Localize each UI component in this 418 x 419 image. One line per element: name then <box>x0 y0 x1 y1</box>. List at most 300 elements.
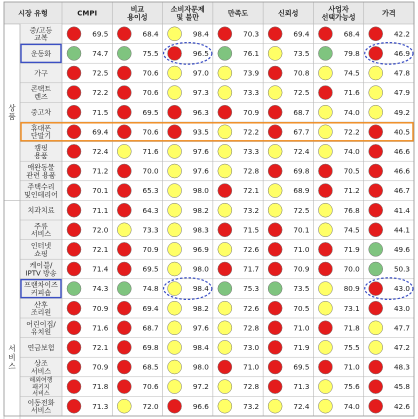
value-r12-c4: 70.9 <box>293 264 310 274</box>
indicator-dot-r18-c1 <box>117 380 131 394</box>
indicator-dot-r10-c6 <box>369 223 383 237</box>
value-r10-c4: 70.1 <box>293 225 310 235</box>
indicator-dot-r4-c6 <box>369 105 383 119</box>
value-r6-c2: 97.6 <box>192 147 209 156</box>
market-label-9: 치과치료 <box>27 206 55 215</box>
value-r14-c1: 69.4 <box>142 303 159 313</box>
indicator-dot-r13-c3 <box>218 282 232 296</box>
indicator-dot-r4-c1 <box>117 105 131 119</box>
indicator-dot-r12-c1 <box>117 262 131 276</box>
indicator-dot-r2-c5 <box>318 66 332 80</box>
indicator-dot-r2-c4 <box>268 66 282 80</box>
indicator-dot-r10-c5 <box>318 223 332 237</box>
indicator-dot-r0-c5 <box>318 27 332 41</box>
value-r9-c3: 73.2 <box>243 205 260 215</box>
value-r5-c6: 40.5 <box>393 127 410 137</box>
value-r8-c5: 71.2 <box>343 186 360 196</box>
indicator-dot-r4-c0 <box>67 105 81 119</box>
indicator-dot-r14-c4 <box>268 301 282 315</box>
value-r7-c6: 46.6 <box>393 166 410 176</box>
indicator-dot-r2-c3 <box>218 66 232 80</box>
value-r1-c0: 74.7 <box>92 49 109 58</box>
indicator-dot-r8-c3 <box>218 184 232 198</box>
value-r15-c6: 47.7 <box>393 323 410 333</box>
header-market-type: 시장 유형 <box>18 9 48 18</box>
indicator-dot-r6-c1 <box>117 144 131 158</box>
indicator-dot-r1-c3 <box>218 46 232 60</box>
value-r4-c0: 71.5 <box>92 107 109 117</box>
value-r14-c2: 98.2 <box>192 303 209 313</box>
value-r6-c3: 73.3 <box>243 147 260 156</box>
value-r18-c1: 70.6 <box>142 382 159 392</box>
indicator-dot-r12-c6 <box>369 262 383 276</box>
value-r15-c4: 71.0 <box>293 323 310 333</box>
indicator-dot-r14-c3 <box>218 301 232 315</box>
value-r18-c3: 72.8 <box>243 382 260 392</box>
header-6: 사업자 선택가능성 <box>321 5 356 22</box>
indicator-dot-r0-c4 <box>268 27 282 41</box>
indicator-dot-r14-c6 <box>369 301 383 315</box>
indicator-dot-r4-c4 <box>268 105 282 119</box>
value-r11-c6: 49.6 <box>393 245 410 254</box>
indicator-dot-r4-c5 <box>318 105 332 119</box>
indicator-dot-r9-c2 <box>168 203 182 217</box>
indicator-dot-r9-c5 <box>318 203 332 217</box>
value-r11-c5: 71.9 <box>343 245 360 254</box>
value-r2-c3: 73.9 <box>243 68 260 78</box>
indicator-dot-r18-c0 <box>67 380 81 394</box>
indicator-dot-r6-c6 <box>369 144 383 158</box>
group-label-0: 상 품 <box>8 103 16 122</box>
indicator-dot-r12-c3 <box>218 262 232 276</box>
value-r5-c2: 93.5 <box>192 127 209 137</box>
indicator-dot-r4-c2 <box>168 105 182 119</box>
value-r1-c4: 73.5 <box>293 49 310 58</box>
indicator-dot-r3-c6 <box>369 86 383 100</box>
value-r18-c4: 71.3 <box>293 382 310 392</box>
indicator-dot-r12-c5 <box>318 262 332 276</box>
value-r10-c6: 44.1 <box>393 225 410 235</box>
value-r2-c5: 74.5 <box>343 68 360 78</box>
value-r19-c4: 72.4 <box>293 401 310 411</box>
indicator-dot-r2-c1 <box>117 66 131 80</box>
indicator-dot-r8-c2 <box>168 184 182 198</box>
value-r5-c5: 72.2 <box>343 127 360 137</box>
value-r16-c6: 47.2 <box>393 343 410 352</box>
value-r2-c4: 70.8 <box>293 68 310 78</box>
value-r19-c1: 72.0 <box>142 401 159 411</box>
indicator-dot-r9-c1 <box>117 203 131 217</box>
value-r14-c3: 72.6 <box>243 303 260 313</box>
value-r16-c4: 71.9 <box>293 343 310 352</box>
value-r16-c1: 69.8 <box>142 343 159 352</box>
value-r7-c3: 72.8 <box>243 166 260 176</box>
indicator-dot-r16-c5 <box>318 340 332 354</box>
value-r11-c2: 96.9 <box>192 245 209 254</box>
indicator-dot-r3-c3 <box>218 86 232 100</box>
value-r1-c6: 46.9 <box>393 49 410 58</box>
value-r13-c3: 75.3 <box>243 284 260 294</box>
indicator-dot-r11-c2 <box>168 242 182 256</box>
value-r4-c5: 74.0 <box>343 107 360 117</box>
indicator-dot-r14-c0 <box>67 301 81 315</box>
value-r13-c0: 74.3 <box>92 284 109 294</box>
market-label-4: 중고차 <box>30 108 52 117</box>
value-r0-c2: 98.4 <box>192 29 209 39</box>
indicator-dot-r13-c6 <box>369 282 383 296</box>
value-r5-c0: 69.4 <box>92 127 109 137</box>
indicator-dot-r6-c2 <box>168 144 182 158</box>
indicator-dot-r6-c5 <box>318 144 332 158</box>
value-r9-c0: 71.1 <box>92 205 109 215</box>
value-r3-c0: 72.2 <box>92 88 109 98</box>
indicator-dot-r18-c3 <box>218 380 232 394</box>
indicator-dot-r5-c3 <box>218 125 232 139</box>
value-r9-c1: 64.3 <box>142 205 159 215</box>
indicator-dot-r2-c0 <box>67 66 81 80</box>
indicator-dot-r18-c6 <box>369 380 383 394</box>
value-r9-c4: 72.5 <box>293 205 310 215</box>
value-r12-c1: 69.5 <box>142 264 159 274</box>
value-r6-c4: 72.4 <box>293 147 310 156</box>
value-r1-c2: 96.5 <box>192 49 209 58</box>
value-r3-c3: 73.3 <box>243 88 260 98</box>
indicator-dot-r15-c2 <box>168 321 182 335</box>
indicator-dot-r5-c5 <box>318 125 332 139</box>
value-r8-c0: 70.1 <box>92 186 109 196</box>
value-r2-c1: 70.6 <box>142 68 159 78</box>
indicator-dot-r0-c0 <box>67 27 81 41</box>
indicator-dot-r0-c1 <box>117 27 131 41</box>
header-5: 신뢰성 <box>278 9 299 18</box>
indicator-dot-r7-c3 <box>218 164 232 178</box>
value-r12-c5: 70.0 <box>343 264 360 274</box>
indicator-dot-r18-c5 <box>318 380 332 394</box>
indicator-dot-r18-c4 <box>268 380 282 394</box>
indicator-dot-r3-c2 <box>168 86 182 100</box>
value-r13-c5: 80.9 <box>343 284 360 294</box>
value-r14-c5: 73.1 <box>343 303 360 313</box>
value-r10-c2: 98.3 <box>192 225 209 235</box>
market-label-6: 캠핑 용품 <box>34 144 48 160</box>
value-r11-c3: 72.6 <box>243 245 260 254</box>
indicator-dot-r1-c4 <box>268 46 282 60</box>
market-label-2: 가구 <box>34 69 48 78</box>
value-r0-c4: 69.4 <box>293 29 310 39</box>
indicator-dot-r17-c4 <box>268 360 282 374</box>
value-r2-c6: 47.8 <box>393 68 410 78</box>
value-r17-c0: 70.9 <box>92 362 109 372</box>
indicator-dot-r8-c4 <box>268 184 282 198</box>
indicator-dot-r19-c4 <box>268 399 282 413</box>
value-r0-c6: 42.2 <box>393 29 410 39</box>
value-r18-c5: 75.6 <box>343 382 360 392</box>
indicator-dot-r2-c2 <box>168 66 182 80</box>
indicator-dot-r16-c3 <box>218 340 232 354</box>
indicator-dot-r17-c1 <box>117 360 131 374</box>
value-r16-c2: 98.4 <box>192 343 209 352</box>
value-r4-c6: 49.2 <box>393 107 410 117</box>
value-r0-c5: 68.4 <box>343 29 360 39</box>
value-r12-c0: 71.4 <box>92 264 109 274</box>
indicator-dot-r6-c0 <box>67 144 81 158</box>
value-r15-c0: 71.6 <box>92 323 109 333</box>
value-r19-c6: 42.6 <box>393 401 410 411</box>
value-r14-c6: 43.0 <box>393 303 410 313</box>
indicator-dot-r13-c2 <box>168 282 182 296</box>
value-r15-c5: 71.8 <box>343 323 360 333</box>
value-r6-c1: 71.6 <box>142 147 159 156</box>
indicator-dot-r15-c1 <box>117 321 131 335</box>
indicator-dot-r5-c6 <box>369 125 383 139</box>
value-r2-c2: 97.0 <box>192 68 209 78</box>
value-r4-c3: 70.9 <box>243 107 260 117</box>
market-label-12: 케이블/ IPTV 방송 <box>25 261 57 278</box>
value-r18-c2: 97.2 <box>192 382 209 392</box>
value-r10-c5: 74.5 <box>343 225 360 235</box>
indicator-dot-r6-c4 <box>268 144 282 158</box>
indicator-dot-r13-c4 <box>268 282 282 296</box>
indicator-dot-r15-c0 <box>67 321 81 335</box>
indicator-dot-r10-c3 <box>218 223 232 237</box>
indicator-dot-r15-c5 <box>318 321 332 335</box>
indicator-dot-r10-c0 <box>67 223 81 237</box>
market-label-17: 상조 서비스 <box>30 359 52 376</box>
indicator-dot-r7-c1 <box>117 164 131 178</box>
value-r8-c3: 72.1 <box>243 186 260 196</box>
indicator-dot-r8-c1 <box>117 184 131 198</box>
indicator-dot-r11-c3 <box>218 242 232 256</box>
value-r12-c2: 98.0 <box>192 264 209 274</box>
indicator-dot-r17-c0 <box>67 360 81 374</box>
header-4: 만족도 <box>227 9 249 18</box>
market-label-16: 연금보험 <box>27 343 55 352</box>
indicator-dot-r0-c6 <box>369 27 383 41</box>
value-r7-c4: 69.8 <box>293 166 310 176</box>
header-2: 비교 용이성 <box>127 5 148 22</box>
value-r6-c5: 74.0 <box>343 147 360 156</box>
indicator-dot-r3-c5 <box>318 86 332 100</box>
value-r12-c6: 50.3 <box>393 264 410 274</box>
indicator-dot-r15-c4 <box>268 321 282 335</box>
indicator-dot-r9-c3 <box>218 203 232 217</box>
value-r0-c3: 70.3 <box>243 29 260 39</box>
indicator-dot-r10-c4 <box>268 223 282 237</box>
value-r13-c1: 74.8 <box>142 284 159 294</box>
indicator-dot-r15-c3 <box>218 321 232 335</box>
indicator-dot-r19-c2 <box>168 399 182 413</box>
indicator-dot-r13-c5 <box>318 282 332 296</box>
indicator-dot-r18-c2 <box>168 380 182 394</box>
market-label-19: 이동전화 서비스 <box>27 398 55 415</box>
value-r3-c4: 72.5 <box>293 88 310 98</box>
indicator-dot-r14-c1 <box>117 301 131 315</box>
value-r1-c5: 79.8 <box>343 49 360 58</box>
value-r19-c5: 74.0 <box>343 401 360 411</box>
indicator-dot-r14-c5 <box>318 301 332 315</box>
indicator-dot-r13-c1 <box>117 282 131 296</box>
indicator-dot-r19-c3 <box>218 399 232 413</box>
market-label-3: 콘택트 렌즈 <box>30 85 52 102</box>
indicator-dot-r16-c0 <box>67 340 81 354</box>
value-r6-c0: 72.4 <box>92 147 109 156</box>
indicator-dot-r14-c2 <box>168 301 182 315</box>
indicator-dot-r8-c6 <box>369 184 383 198</box>
indicator-dot-r19-c5 <box>318 399 332 413</box>
value-r15-c3: 72.8 <box>243 323 260 333</box>
indicator-dot-r10-c2 <box>168 223 182 237</box>
indicator-dot-r17-c6 <box>369 360 383 374</box>
indicator-dot-r11-c0 <box>67 242 81 256</box>
indicator-dot-r1-c1 <box>117 46 131 60</box>
value-r17-c1: 68.5 <box>142 362 159 372</box>
value-r11-c4: 71.0 <box>293 245 310 254</box>
value-r7-c0: 71.2 <box>92 166 109 176</box>
value-r5-c1: 70.6 <box>142 127 159 137</box>
indicator-dot-r1-c0 <box>67 46 81 60</box>
value-r6-c6: 46.6 <box>393 147 410 156</box>
value-r8-c4: 68.9 <box>293 186 310 196</box>
indicator-dot-r6-c3 <box>218 144 232 158</box>
market-label-13: 프랜차이즈 커피숍 <box>24 281 58 298</box>
value-r16-c3: 73.0 <box>243 343 260 352</box>
value-r5-c3: 72.2 <box>243 127 260 137</box>
value-r17-c6: 48.3 <box>393 362 410 372</box>
indicator-dot-r7-c4 <box>268 164 282 178</box>
indicator-dot-r1-c2 <box>168 46 182 60</box>
indicator-dot-r9-c4 <box>268 203 282 217</box>
indicator-dot-r11-c1 <box>117 242 131 256</box>
value-r13-c2: 98.4 <box>192 284 209 294</box>
indicator-dot-r8-c0 <box>67 184 81 198</box>
indicator-dot-r9-c0 <box>67 203 81 217</box>
indicator-dot-r17-c2 <box>168 360 182 374</box>
indicator-dot-r3-c1 <box>117 86 131 100</box>
value-r13-c4: 73.5 <box>293 284 310 294</box>
value-r19-c3: 73.2 <box>243 401 260 411</box>
indicator-dot-r5-c4 <box>268 125 282 139</box>
value-r5-c4: 67.7 <box>293 127 310 137</box>
indicator-dot-r17-c5 <box>318 360 332 374</box>
indicator-dot-r7-c5 <box>318 164 332 178</box>
header-1: CMPI <box>77 9 98 18</box>
value-r11-c1: 70.9 <box>142 245 159 254</box>
value-r1-c1: 75.5 <box>142 49 159 58</box>
indicator-dot-r5-c2 <box>168 125 182 139</box>
header-3: 소비자문제 및 불만 <box>170 5 205 22</box>
value-r17-c4: 69.5 <box>293 362 310 372</box>
indicator-dot-r12-c4 <box>268 262 282 276</box>
value-r17-c2: 98.0 <box>192 362 209 372</box>
group-label-1: 서 비 스 <box>8 344 16 371</box>
indicator-dot-r7-c0 <box>67 164 81 178</box>
indicator-dot-r2-c6 <box>369 66 383 80</box>
indicator-dot-r7-c2 <box>168 164 182 178</box>
indicator-dot-r8-c5 <box>318 184 332 198</box>
indicator-dot-r16-c1 <box>117 340 131 354</box>
indicator-dot-r1-c6 <box>369 46 383 60</box>
value-r13-c6: 43.0 <box>393 284 410 294</box>
value-r12-c3: 71.7 <box>243 264 260 274</box>
market-label-5: 휴대폰 단말기 <box>30 124 52 141</box>
indicator-dot-r0-c3 <box>218 27 232 41</box>
value-r7-c5: 70.5 <box>343 166 360 176</box>
market-label-0: 중/고등 교복 <box>29 26 53 43</box>
value-r3-c2: 97.3 <box>192 88 209 98</box>
value-r18-c6: 45.8 <box>393 382 410 392</box>
indicator-dot-r7-c6 <box>369 164 383 178</box>
indicator-dot-r17-c3 <box>218 360 232 374</box>
value-r8-c2: 98.0 <box>192 186 209 196</box>
value-r16-c0: 72.1 <box>92 343 109 352</box>
indicator-dot-r4-c3 <box>218 105 232 119</box>
indicator-dot-r3-c0 <box>67 86 81 100</box>
value-r14-c4: 70.5 <box>293 303 310 313</box>
value-r9-c5: 76.8 <box>343 205 360 215</box>
value-r8-c1: 65.3 <box>142 186 159 196</box>
indicator-dot-r12-c0 <box>67 262 81 276</box>
value-r17-c3: 71.0 <box>243 362 260 372</box>
value-r10-c3: 71.5 <box>243 225 260 235</box>
value-r2-c0: 72.5 <box>92 68 109 78</box>
market-label-15: 어린이집/ 유치원 <box>26 320 56 337</box>
market-label-18: 해외여행 패키지 서비스 <box>29 377 53 398</box>
group-cell-1 <box>4 200 20 419</box>
market-label-10: 주류 서비스 <box>30 222 52 239</box>
value-r4-c1: 69.5 <box>142 107 159 117</box>
value-r9-c2: 98.2 <box>192 205 209 215</box>
indicator-dot-r5-c1 <box>117 125 131 139</box>
value-r7-c2: 97.6 <box>192 166 209 176</box>
value-r0-c0: 69.5 <box>92 29 109 39</box>
value-r8-c6: 46.7 <box>393 186 410 196</box>
value-r4-c2: 96.3 <box>192 107 209 117</box>
indicator-dot-r3-c4 <box>268 86 282 100</box>
value-r15-c2: 97.6 <box>192 323 209 333</box>
value-r11-c0: 72.1 <box>92 245 109 254</box>
value-r3-c1: 70.6 <box>142 88 159 98</box>
indicator-dot-r19-c1 <box>117 399 131 413</box>
indicator-dot-r5-c0 <box>67 125 81 139</box>
value-r7-c1: 70.0 <box>142 166 159 176</box>
indicator-dot-r11-c4 <box>268 242 282 256</box>
market-label-14: 산후 조리원 <box>30 300 52 317</box>
market-label-7: 애완동물 관련 용품 <box>26 163 56 180</box>
value-r15-c1: 68.7 <box>142 323 159 333</box>
market-label-8: 주택수리 및인테리어 <box>24 183 58 200</box>
value-r0-c1: 68.4 <box>142 29 159 39</box>
indicator-dot-r16-c6 <box>369 340 383 354</box>
value-r18-c0: 71.8 <box>92 382 109 392</box>
value-r19-c2: 96.6 <box>192 401 209 411</box>
value-r16-c5: 75.5 <box>343 343 360 352</box>
indicator-dot-r9-c6 <box>369 203 383 217</box>
indicator-dot-r11-c6 <box>369 242 383 256</box>
indicator-dot-r16-c2 <box>168 340 182 354</box>
value-r10-c0: 72.0 <box>92 225 109 235</box>
indicator-dot-r16-c4 <box>268 340 282 354</box>
indicator-dot-r13-c0 <box>67 282 81 296</box>
indicator-dot-r12-c2 <box>168 262 182 276</box>
market-label-1: 운동화 <box>30 49 52 58</box>
value-r3-c5: 71.6 <box>343 88 360 98</box>
indicator-dot-r19-c6 <box>369 399 383 413</box>
value-r14-c0: 70.9 <box>92 303 109 313</box>
header-7: 가격 <box>382 9 396 18</box>
indicator-dot-r15-c6 <box>369 321 383 335</box>
value-r9-c6: 41.4 <box>393 205 410 215</box>
value-r1-c3: 76.1 <box>243 49 260 58</box>
